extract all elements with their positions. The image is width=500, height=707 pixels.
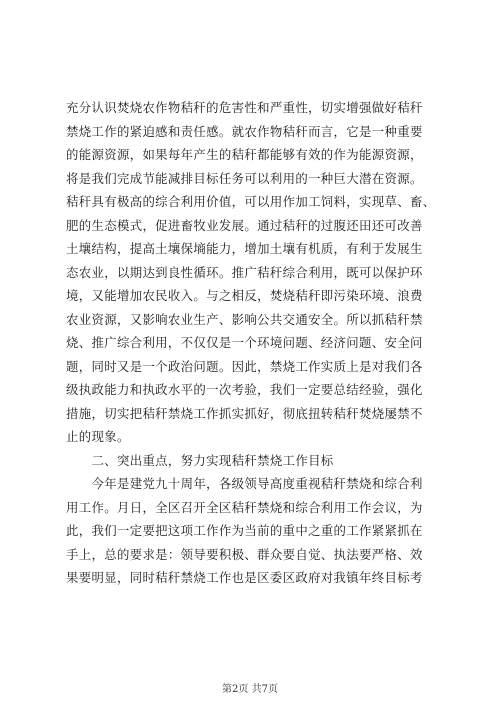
text-line: 态农业，以期达到良性循环。推广秸秆综合利用，既可以保护环 [66,264,423,280]
text-line: 烧、推广综合利用，不仅仅是一个环境问题、经济问题、安全问 [66,335,423,350]
heading-line: 二、突出重点，努力实现秸秆禁烧工作目标 [66,452,334,468]
text-line: 止的现象。 [66,429,130,444]
text-line: 境，又能增加农民收入。与之相反，焚烧秸秆即污染环境、浪费 [66,288,423,303]
body-text [66,96,446,590]
text-line: 农业资源，又影响农业生产、影响公共交通安全。所以抓秸秆禁 [66,311,423,327]
section-heading [66,449,446,473]
text-line: 措施，切实把秸秆禁烧工作抓实抓好，彻底扭转秸秆焚烧屡禁不 [66,405,423,421]
text-line: 手上，总的要求是：领导要积极、群众要自觉、执法要严格、效 [66,546,423,562]
text-line: 果要明显，同时秸秆禁烧工作也是区委区政府对我镇年终目标考 [66,570,423,585]
text-line: 土壤结构，提高土壤保墒能力，增加土壤有机质，有利于发展生 [66,241,423,256]
text-line: 将是我们完成节能减排目标任务可以利用的一种巨大潜在资源。 [66,170,423,186]
text-line: 的能源资源，如果每年产生的秸秆都能够有效的作为能源资源， [66,147,423,162]
text-line: 禁烧工作的紧迫感和责任感。就农作物秸秆而言，它是一种重要 [66,123,423,139]
text-line: 此，我们一定要把这项工作作为当前的重中之重的工作紧紧抓在 [66,523,423,538]
text-line: 级执政能力和执政水平的一次考验，我们一定要总结经验，强化 [66,382,423,397]
text-line: 用工作。月日，全区召开全区秸秆禁烧和综合利用工作会议，为 [66,499,423,515]
text-line: 题，同时又是一个政治问题。因此，禁烧工作实质上是对我们各 [66,358,423,374]
text-line: 充分认识焚烧农作物秸秆的危害性和严重性，切实增强做好秸秆 [66,100,423,115]
page-footer [0,680,500,695]
text-line: 肥的生态模式，促进畜牧业发展。通过秸秆的过腹还田还可改善 [66,217,423,233]
text-line: 今年是建党九十周年，各级领导高度重视秸秆禁烧和综合利 [66,476,423,491]
page-number: 第2页 共7页 [222,684,278,695]
paragraph-3 [66,472,446,590]
text-line: 秸秆具有极高的综合利用价值，可以用作加工饲料，实现草、畜、 [66,194,436,209]
paragraph-1 [66,96,446,449]
